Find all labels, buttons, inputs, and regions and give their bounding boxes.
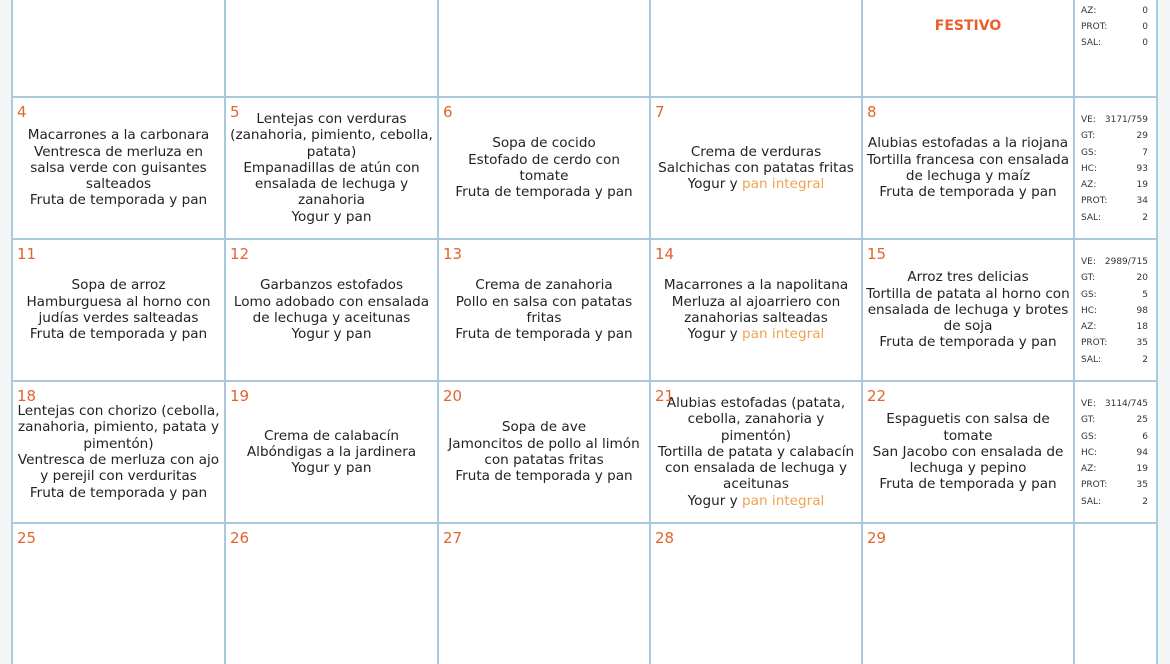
dish-text: Crema de calabacín — [263, 427, 400, 444]
nutrition-label: VE: — [1081, 115, 1096, 125]
holiday-label: FESTIVO — [934, 18, 1002, 34]
dish-line — [439, 294, 649, 327]
week-row — [11, 380, 1158, 522]
nutrition-value: 3171/759 — [1104, 115, 1148, 125]
day-number: 13 — [443, 245, 463, 263]
nutrition-row — [1081, 35, 1148, 51]
nutrition-value: 2989/715 — [1104, 257, 1148, 267]
nutrition-row — [1081, 396, 1148, 412]
day-number: 14 — [655, 245, 675, 263]
day-number: 25 — [17, 529, 37, 547]
dish-text: Sopa de ave — [501, 419, 587, 436]
dish-line — [226, 111, 437, 160]
dish-line — [876, 334, 1059, 350]
nutrition-value: 19 — [1136, 180, 1148, 191]
day-number: 27 — [443, 529, 463, 547]
nutrition-row — [1081, 270, 1148, 286]
nutrition-value: 25 — [1136, 415, 1148, 426]
dish-text: Salchichas con patatas fritas — [658, 159, 854, 176]
nutrition-label: GS: — [1081, 431, 1097, 442]
dish-line — [685, 326, 828, 342]
dish-line — [685, 493, 828, 509]
nutrition-label: HC: — [1081, 305, 1098, 316]
dish-text: San Jacobo con ensalada de lechuga y pepino — [872, 443, 1064, 477]
dish-line — [25, 127, 212, 143]
day-cell — [861, 380, 1073, 522]
dish-line — [863, 152, 1073, 185]
dish-text: Yogur y pan — [291, 208, 372, 225]
nutrition-row — [1081, 335, 1148, 351]
nutrition-value: 5 — [1142, 289, 1148, 300]
nutrition-label: SAL: — [1081, 212, 1102, 223]
dish-line — [863, 444, 1073, 477]
day-number: 7 — [655, 103, 665, 121]
dish-text: Sopa de arroz — [71, 277, 166, 294]
nutrition-row — [1081, 352, 1148, 368]
dish-line — [865, 135, 1071, 151]
dish-line — [651, 395, 861, 444]
nutrition-value: 34 — [1136, 196, 1148, 207]
dish-text: Fruta de temporada y pan — [29, 326, 208, 343]
dish-text: Pollo en salsa con patatas fritas — [455, 293, 633, 326]
dish-text: Lentejas con chorizo (cebolla, zanahoria, pimiento, patata y pimentón) — [17, 403, 220, 452]
day-cell — [437, 96, 649, 238]
nutrition-value: 2 — [1142, 354, 1148, 365]
day-number: 29 — [867, 529, 887, 547]
dish-text: Jamoncitos de pollo al limón con patatas fritas — [448, 435, 640, 468]
day-cell — [224, 238, 437, 380]
nutrition-value: 19 — [1136, 464, 1148, 475]
nutrition-label: GS: — [1081, 289, 1097, 300]
nutrition-row — [1081, 303, 1148, 319]
dish-text: Tortilla de patata al horno con ensalada de lechuga y brotes de soja — [866, 285, 1070, 335]
dish-text: Yogur y — [687, 492, 743, 509]
nutrition-value: 29 — [1136, 131, 1148, 142]
nutrition-label: PROT: — [1081, 21, 1108, 32]
dish-text: Ventresca de merluza con ajo y perejil con verduritas — [17, 452, 220, 485]
dish-text: Fruta de temporada y pan — [455, 326, 633, 343]
week-row — [11, 0, 1158, 96]
dish-line — [876, 184, 1059, 200]
day-number: 11 — [17, 245, 37, 263]
dish-text: Tortilla de patata y calabacín con ensalada de lechuga y aceitunas — [657, 443, 855, 493]
nutrition-value: 18 — [1136, 322, 1148, 333]
nutrition-value: 0 — [1142, 21, 1148, 32]
dish-line — [655, 160, 857, 176]
week-row — [11, 238, 1158, 380]
day-number: 19 — [230, 387, 250, 405]
nutrition-label: GT: — [1081, 131, 1096, 142]
day-cell — [224, 96, 437, 238]
week-row — [11, 96, 1158, 238]
day-number: 21 — [655, 387, 675, 405]
nutrition-value: 35 — [1136, 338, 1148, 349]
day-cell — [649, 96, 861, 238]
nutrition-row — [1081, 3, 1148, 19]
dish-line — [876, 476, 1059, 492]
dish-text: Ventresca de merluza en salsa verde con guisantes salteados — [30, 143, 207, 193]
nutrition-cell — [1073, 238, 1158, 380]
dish-line — [226, 160, 437, 209]
day-number: 15 — [867, 245, 887, 263]
nutrition-value: 0 — [1142, 5, 1148, 16]
nutrition-row — [1081, 177, 1148, 193]
dish-line — [685, 176, 828, 192]
dish-text: Lentejas con verduras (zanahoria, pimiento, cebolla, patata) — [230, 110, 433, 160]
nutrition-row — [1081, 445, 1148, 461]
dish-line — [904, 269, 1031, 285]
day-cell — [437, 380, 649, 522]
dish-text: Crema de verduras — [690, 143, 822, 160]
nutrition-label: VE: — [1081, 257, 1096, 267]
day-cell — [11, 380, 224, 522]
dish-line — [439, 152, 649, 185]
nutrition-label: GS: — [1081, 147, 1097, 158]
nutrition-label: SAL: — [1081, 38, 1102, 49]
nutrition-row — [1081, 287, 1148, 303]
nutrition-row — [1081, 210, 1148, 226]
nutrition-row — [1081, 254, 1148, 270]
nutrition-row — [1081, 412, 1148, 428]
nutrition-cell — [1073, 0, 1158, 96]
day-cell — [861, 522, 1073, 664]
dish-text: Lomo adobado con ensalada de lechuga y aceitunas — [233, 293, 430, 326]
dish-text: Yogur y pan — [291, 326, 372, 343]
nutrition-row — [1081, 145, 1148, 161]
day-cell — [437, 238, 649, 380]
nutrition-value: 6 — [1142, 431, 1148, 442]
day-cell — [11, 238, 224, 380]
dish-line — [13, 452, 224, 485]
dish-highlight: pan integral — [742, 176, 825, 193]
dish-text: Sopa de cocido — [492, 135, 596, 152]
nutrition-label: AZ: — [1081, 322, 1097, 333]
dish-text: Alubias estofadas a la riojana — [867, 135, 1069, 152]
dish-line — [452, 326, 635, 342]
dish-text: Yogur y — [687, 326, 743, 343]
dish-line — [261, 428, 402, 444]
dish-line — [69, 277, 169, 293]
dish-line — [499, 419, 589, 435]
day-cell — [11, 522, 224, 664]
nutrition-value: 2 — [1142, 212, 1148, 223]
day-number: 28 — [655, 529, 675, 547]
dish-line — [289, 209, 375, 225]
day-cell — [649, 522, 861, 664]
dish-text: Yogur y — [687, 176, 743, 193]
nutrition-value: 20 — [1136, 273, 1148, 284]
nutrition-cell — [1073, 380, 1158, 522]
dish-line — [452, 468, 635, 484]
day-cell — [649, 380, 861, 522]
dish-text: Fruta de temporada y pan — [455, 184, 633, 201]
nutrition-value: 0 — [1142, 38, 1148, 49]
dish-text: Crema de zanahoria — [475, 277, 613, 294]
day-number: 26 — [230, 529, 250, 547]
nutrition-row — [1081, 319, 1148, 335]
dish-text: Fruta de temporada y pan — [29, 484, 208, 501]
dish-text: Alubias estofadas (patata, cebolla, zanahoria y pimentón) — [666, 394, 846, 444]
nutrition-value: 94 — [1136, 447, 1148, 458]
nutrition-row — [1081, 429, 1148, 445]
dish-text: Merluza al ajoarriero con zanahorias salteadas — [671, 293, 841, 326]
day-number: 5 — [230, 103, 240, 121]
dish-line — [257, 277, 406, 293]
dish-text: Espaguetis con salsa de tomate — [886, 411, 1050, 444]
dish-text: Empanadillas de atún con ensalada de lechuga y zanahoria — [243, 159, 420, 209]
day-number: 12 — [230, 245, 250, 263]
nutrition-value: 35 — [1136, 480, 1148, 491]
dish-line — [27, 485, 210, 501]
dish-text: Fruta de temporada y pan — [879, 334, 1057, 351]
nutrition-value: 2 — [1142, 496, 1148, 507]
nutrition-label: SAL: — [1081, 496, 1102, 507]
nutrition-label: PROT: — [1081, 196, 1108, 207]
day-number: 20 — [443, 387, 463, 405]
dish-line — [13, 403, 224, 452]
dish-line — [13, 144, 224, 193]
dish-text: Fruta de temporada y pan — [879, 476, 1057, 493]
nutrition-row — [1081, 461, 1148, 477]
dish-text: Fruta de temporada y pan — [455, 468, 633, 485]
dish-line — [244, 444, 419, 460]
dish-highlight: pan integral — [742, 326, 825, 343]
dish-line — [226, 294, 437, 327]
nutrition-label: HC: — [1081, 163, 1098, 174]
nutrition-label: GT: — [1081, 273, 1096, 284]
dish-text: Fruta de temporada y pan — [879, 184, 1057, 201]
nutrition-label: VE: — [1081, 399, 1096, 409]
dish-text: Hamburguesa al horno con judías verdes salteadas — [26, 293, 211, 326]
nutrition-row — [1081, 112, 1148, 128]
dish-line — [489, 135, 599, 151]
dish-line — [863, 286, 1073, 335]
nutrition-label: HC: — [1081, 447, 1098, 458]
nutrition-row — [1081, 19, 1148, 35]
dish-highlight: pan integral — [742, 492, 825, 509]
day-cell — [861, 0, 1073, 96]
day-number: 22 — [867, 387, 887, 405]
day-cell — [224, 522, 437, 664]
day-cell — [437, 0, 649, 96]
day-cell — [224, 0, 437, 96]
dish-line — [651, 294, 861, 327]
dish-line — [651, 444, 861, 493]
nutrition-value: 98 — [1136, 305, 1148, 316]
day-cell — [649, 0, 861, 96]
dish-line — [452, 184, 635, 200]
dish-text: Macarrones a la napolitana — [663, 277, 849, 294]
week-row — [11, 522, 1158, 664]
nutrition-row — [1081, 477, 1148, 493]
dish-line — [27, 326, 210, 342]
dish-text: Estofado de cerdo con tomate — [468, 151, 620, 184]
dish-text: Garbanzos estofados — [259, 277, 404, 294]
dish-line — [289, 326, 375, 342]
nutrition-row — [1081, 193, 1148, 209]
day-cell — [224, 380, 437, 522]
nutrition-value: 3114/745 — [1104, 399, 1148, 409]
dish-text: Arroz tres delicias — [907, 269, 1029, 286]
nutrition-value: 7 — [1142, 147, 1148, 158]
dish-line — [13, 294, 224, 327]
dish-text: Albóndigas a la jardinera — [246, 443, 417, 460]
day-cell — [861, 238, 1073, 380]
nutrition-label: GT: — [1081, 415, 1096, 426]
dish-text: Fruta de temporada y pan — [29, 192, 208, 209]
dish-line — [27, 192, 210, 208]
dish-line — [439, 436, 649, 469]
day-number: 4 — [17, 103, 27, 121]
day-cell — [437, 522, 649, 664]
nutrition-value: 93 — [1136, 163, 1148, 174]
nutrition-row — [1081, 128, 1148, 144]
dish-line — [289, 460, 375, 476]
day-cell — [649, 238, 861, 380]
day-cell — [11, 96, 224, 238]
nutrition-label: PROT: — [1081, 338, 1108, 349]
dish-text: Macarrones a la carbonara — [27, 127, 210, 144]
day-number: 6 — [443, 103, 453, 121]
dish-text: Tortilla francesa con ensalada de lechuga y maíz — [866, 151, 1070, 184]
day-cell — [861, 96, 1073, 238]
day-number: 8 — [867, 103, 877, 121]
nutrition-label: AZ: — [1081, 5, 1097, 16]
dish-line — [688, 144, 824, 160]
day-number: 18 — [17, 387, 37, 405]
nutrition-cell — [1073, 522, 1158, 664]
nutrition-row — [1081, 494, 1148, 510]
nutrition-label: AZ: — [1081, 180, 1097, 191]
nutrition-row — [1081, 161, 1148, 177]
nutrition-label: AZ: — [1081, 464, 1097, 475]
nutrition-label: SAL: — [1081, 354, 1102, 365]
dish-line — [863, 411, 1073, 444]
nutrition-label: PROT: — [1081, 480, 1108, 491]
dish-text: Yogur y pan — [291, 460, 372, 477]
dish-line — [472, 277, 615, 293]
day-cell — [11, 0, 224, 96]
dish-line — [661, 277, 851, 293]
nutrition-cell — [1073, 96, 1158, 238]
